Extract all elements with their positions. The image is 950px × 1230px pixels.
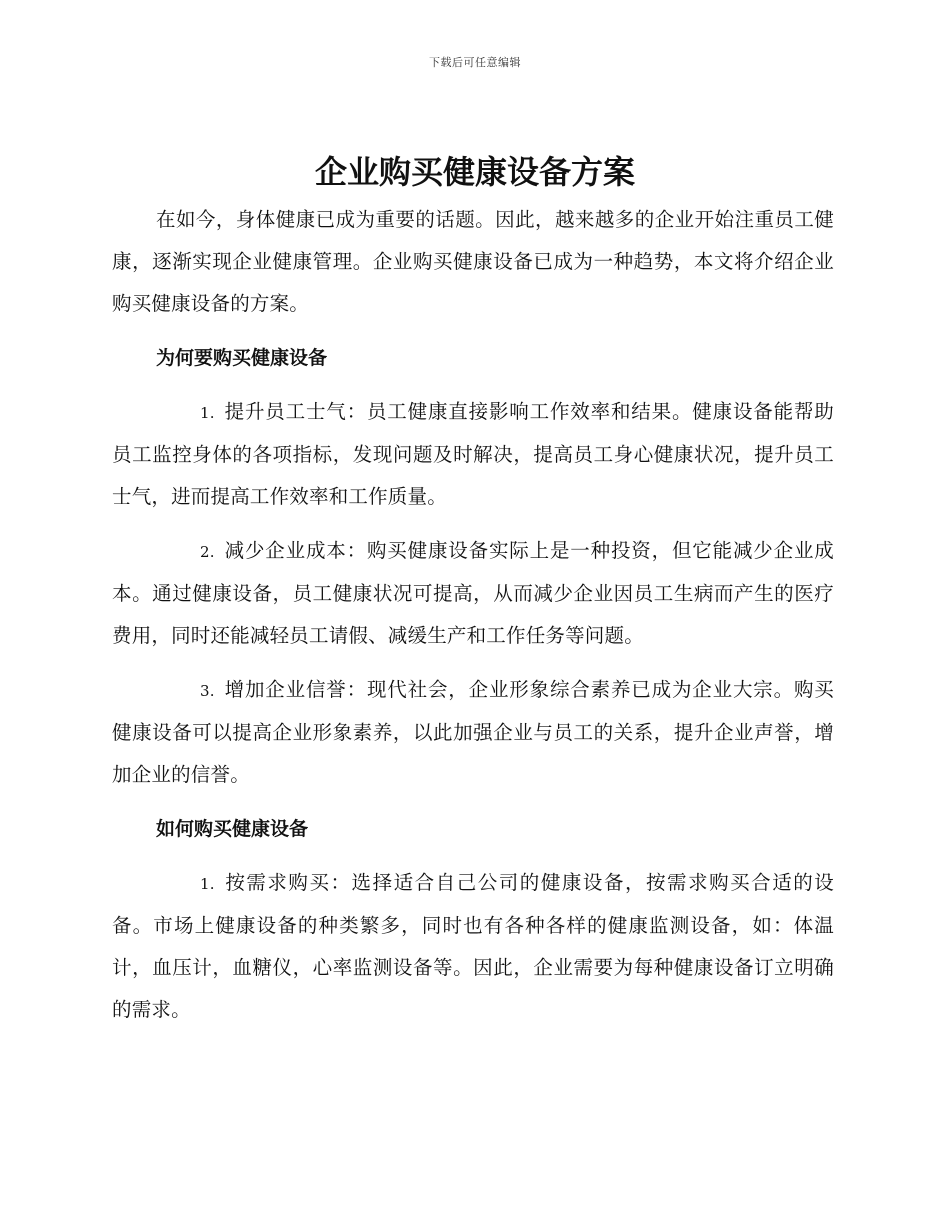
document-title: 企业购买健康设备方案 (314, 153, 635, 191)
spacer (112, 518, 834, 530)
spacer (112, 796, 834, 808)
section-heading-how: 如何购买健康设备 (156, 818, 309, 840)
list-number: 1. (200, 404, 215, 422)
spacer (112, 379, 834, 391)
list-item (112, 669, 834, 796)
list-item-text: 提升员工士气：员工健康直接影响工作效率和结果。健康设备能帮助员工监控身体的各项指标，发现问题及时解决，提高员工身心健康状况，提升员工士气，进而提高工作效率和工作质量。 (112, 400, 834, 508)
list-number: 2. (200, 543, 215, 561)
list-item-text: 增加企业信誉：现代社会，企业形象综合素养已成为企业大宗。购买健康设备可以提高企业形象素养，以此加强企业与员工的关系，提升企业声誉，增加企业的信誉。 (112, 678, 834, 786)
spacer (112, 850, 834, 862)
list-item (112, 862, 834, 1031)
list-item-text: 按需求购买：选择适合自己公司的健康设备，按需求购买合适的设备。市场上健康设备的种类繁多，同时也有各种各样的健康监测设备，如：体温计，血压计，血糖仪，心率监测设备等。因此，企业需要为每种健康设备订立明确的需求。 (112, 871, 834, 1021)
list-item (112, 391, 834, 518)
section-heading-why: 为何要购买健康设备 (156, 347, 328, 369)
header-note: 下载后可任意编辑 (429, 56, 521, 69)
spacer (112, 325, 834, 337)
intro-paragraph: 在如今，身体健康已成为重要的话题。因此，越来越多的企业开始注重员工健康，逐渐实现企业健康管理。企业购买健康设备已成为一种趋势，本文将介绍企业购买健康设备的方案。 (112, 208, 834, 315)
document-body (112, 199, 834, 1031)
list-number: 1. (200, 875, 215, 893)
list-number: 3. (200, 682, 215, 700)
spacer (112, 657, 834, 669)
list-item-text: 减少企业成本：购买健康设备实际上是一种投资，但它能减少企业成本。通过健康设备，员工健康状况可提高，从而减少企业因员工生病而产生的医疗费用，同时还能减轻员工请假、减缓生产和工作任务等问题。 (112, 539, 834, 647)
list-item (112, 530, 834, 657)
